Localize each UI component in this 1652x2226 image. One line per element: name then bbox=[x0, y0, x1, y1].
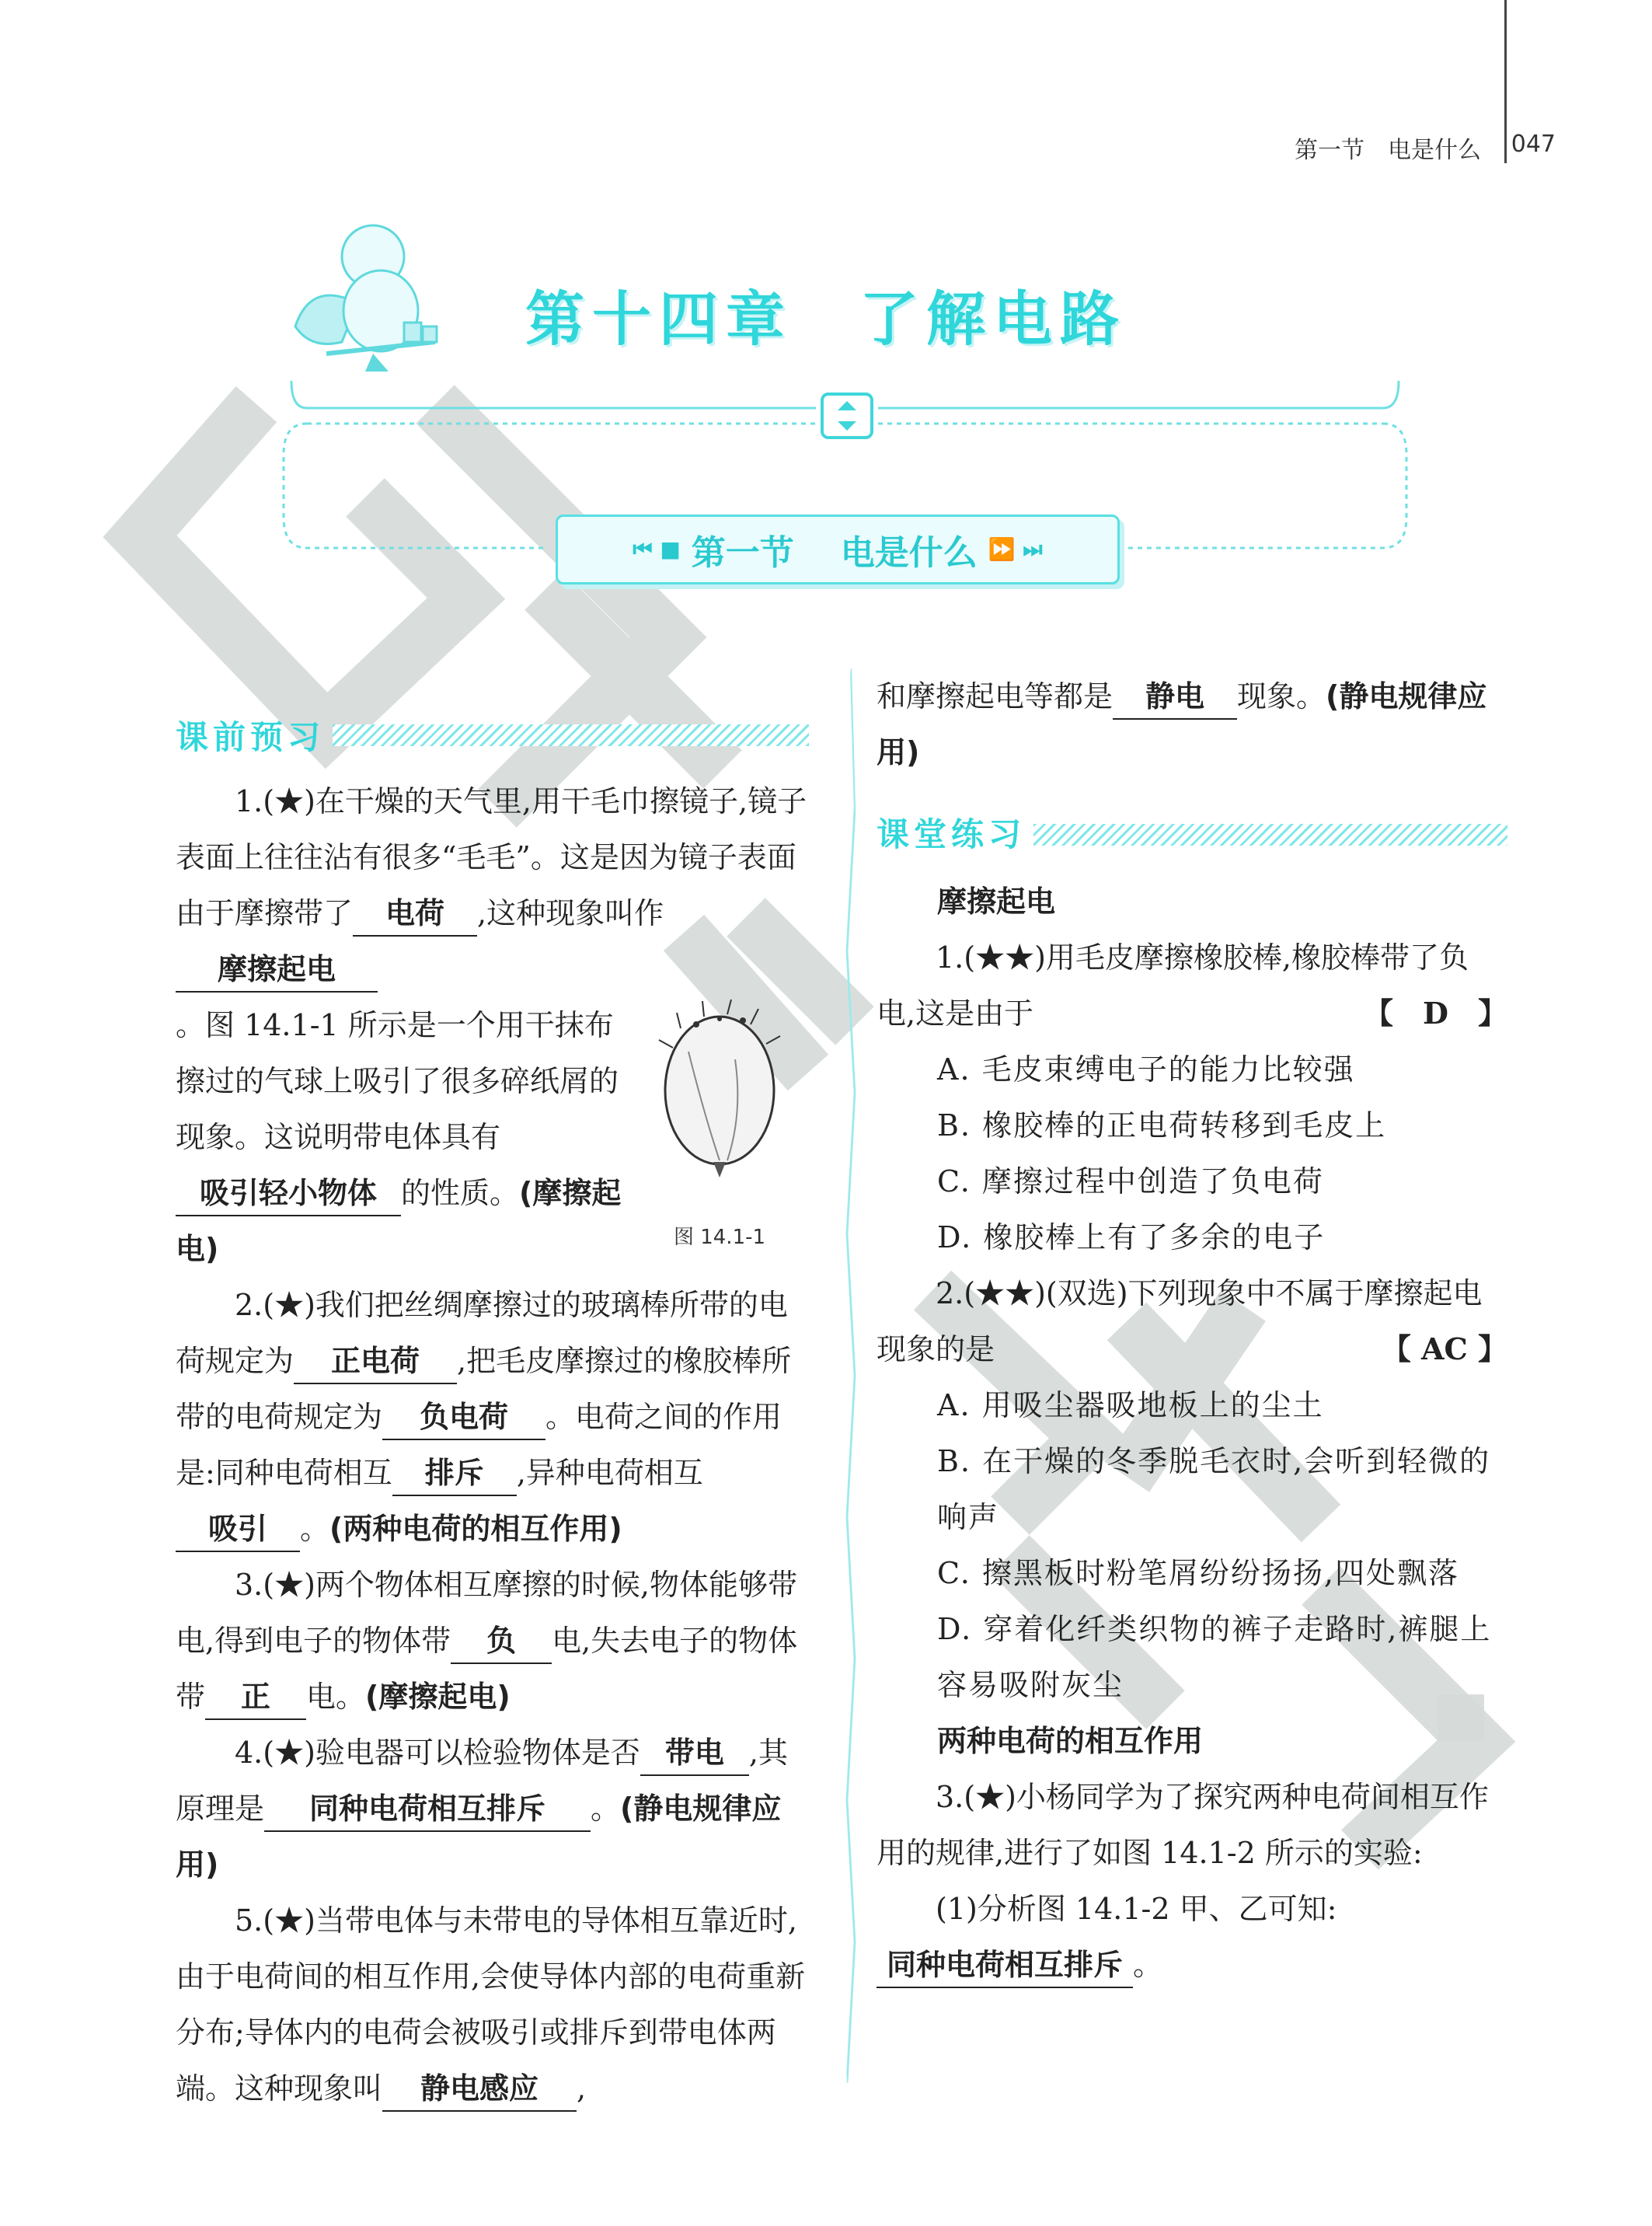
figure-caption: 图 14.1-1 bbox=[673, 1226, 766, 1249]
q3-text-c: 电。 bbox=[306, 1680, 366, 1714]
q5-text-b: , bbox=[577, 2071, 587, 2106]
q5-answer-1: 静电感应 bbox=[382, 2067, 577, 2112]
ex3-part1-text: (1)分析图 14.1-2 甲、乙可知: bbox=[936, 1892, 1337, 1926]
heading-hatch-2 bbox=[1033, 824, 1507, 846]
ex2-stem: 2.(★★)(双选)下列现象中不属于摩擦起电现象的是 bbox=[877, 1276, 1483, 1366]
q5-text-a: 5.(★)当带电体与未带电的导体相互靠近时,由于电荷间的相互作用,会使导体内部的电荷重新分布;导体内的电荷会被吸引或排斥到带电体两端。这种现象叫 bbox=[176, 1903, 806, 2106]
q2-answer-4: 吸引 bbox=[176, 1507, 300, 1552]
q4-answer-2: 同种电荷相互排斥 bbox=[264, 1787, 591, 1832]
rewind-icon: ⏮ ■ bbox=[633, 536, 681, 562]
left-column bbox=[176, 773, 809, 2116]
heading-preview-text: 课前预习 bbox=[176, 718, 326, 756]
heading-practice bbox=[877, 811, 1507, 858]
q5c-text-b: 现象。 bbox=[1237, 679, 1326, 714]
q5c-answer-1: 静电 bbox=[1113, 675, 1237, 720]
q1-text-b: ,这种现象叫作 bbox=[477, 896, 664, 930]
q4-text-a: 4.(★)验电器可以检验物体是否 bbox=[235, 1736, 640, 1770]
q1-text-c: 。图 14.1-1 所示是一个用干抹布擦过的气球上吸引了很多碎纸屑的现象。这说明带电体具有 bbox=[176, 1008, 619, 1154]
q1-answer-3: 吸引轻小物体 bbox=[176, 1171, 401, 1216]
ex2-option-b: B. 在干燥的冬季脱毛衣时,会听到轻微的响声 bbox=[937, 1444, 1491, 1534]
section-number: 第一节 bbox=[691, 533, 794, 573]
ex2-option-a: A. 用吸尘器吸地板上的尘土 bbox=[937, 1388, 1324, 1422]
ex2-answer: 【 AC 】 bbox=[1381, 1331, 1507, 1366]
question-4 bbox=[176, 1725, 809, 1893]
q3-tag: (摩擦起电) bbox=[365, 1680, 511, 1714]
exercise-2 bbox=[877, 1265, 1507, 1377]
q1-tag: (摩擦起电) bbox=[176, 1176, 622, 1266]
exercise-3 bbox=[877, 1769, 1507, 1881]
q2-text-c: 。电荷之间的作用是:同种电荷相互 bbox=[176, 1400, 782, 1490]
q2-answer-3: 排斥 bbox=[392, 1451, 517, 1496]
q4-answer-1: 带电 bbox=[640, 1731, 749, 1776]
q2-answer-2: 负电荷 bbox=[382, 1395, 545, 1440]
balloon-figure bbox=[630, 997, 809, 1249]
ex2-option-c: C. 擦黑板时粉笔屑纷纷扬扬,四处飘落 bbox=[937, 1556, 1459, 1590]
q1-text-d: 的性质。 bbox=[401, 1176, 520, 1210]
chapter-title: 第十四章 了解电路 bbox=[525, 284, 1127, 354]
ex1-option-b: B. 橡胶棒的正电荷转移到毛皮上 bbox=[937, 1108, 1387, 1143]
q5c-tag: (静电规律应用) bbox=[877, 679, 1487, 769]
q2-tag: (两种电荷的相互作用) bbox=[329, 1512, 622, 1546]
q3-answer-1: 负 bbox=[451, 1619, 552, 1664]
question-1 bbox=[176, 773, 809, 1277]
page-number: 047 bbox=[1511, 131, 1556, 158]
q5c-text-a: 和摩擦起电等都是 bbox=[877, 679, 1114, 714]
section-name: 电是什么 bbox=[840, 533, 978, 573]
q3-answer-2: 正 bbox=[205, 1675, 306, 1720]
q1-text-a: 1.(★)在干燥的天气里,用干毛巾擦镜子,镜子表面上往往沾有很多“毛毛”。这是因为镜子表面由于摩擦带了 bbox=[176, 784, 807, 930]
q1-answer-2: 摩擦起电 bbox=[176, 947, 378, 993]
column-divider bbox=[845, 668, 856, 2083]
q3-text-a: 3.(★)两个物体相互摩擦的时候,物体能够带电,得到电子的物体带 bbox=[176, 1568, 797, 1658]
ex1-stem: 1.(★★)用毛皮摩擦橡胶棒,橡胶棒带了负电,这是由于 bbox=[877, 940, 1469, 1031]
ex3-answer-1: 同种电荷相互排斥 bbox=[877, 1943, 1133, 1988]
question-5 bbox=[176, 1893, 809, 2116]
q1-answer-1: 电荷 bbox=[353, 891, 477, 937]
question-2 bbox=[176, 1277, 809, 1557]
exercise-1 bbox=[877, 930, 1507, 1041]
subheading-interaction: 两种电荷的相互作用 bbox=[937, 1724, 1204, 1758]
forward-icon: ⏩ ⏭ bbox=[988, 536, 1043, 562]
heading-preview bbox=[176, 712, 809, 759]
ex3-end: 。 bbox=[1133, 1948, 1163, 1982]
heading-practice-text: 课堂练习 bbox=[877, 815, 1026, 853]
q3-text-b: 电,失去电子的物体带 bbox=[176, 1624, 798, 1714]
ex1-answer: 【 D 】 bbox=[1364, 996, 1507, 1031]
ex3-stem: 3.(★)小杨同学为了探究两种电荷间相互作用的规律,进行了如图 14.1-2 所示的实验: bbox=[877, 1780, 1489, 1870]
question-5-continued bbox=[877, 668, 1507, 780]
right-column bbox=[877, 668, 1507, 1993]
q4-text-c: 。 bbox=[591, 1792, 621, 1826]
ex2-option-d: D. 穿着化纤类织物的裤子走路时,裤腿上容易吸附灰尘 bbox=[937, 1612, 1492, 1702]
running-head: 第一节 电是什么 bbox=[1295, 137, 1481, 164]
subheading-friction: 摩擦起电 bbox=[937, 884, 1056, 919]
heading-hatch bbox=[333, 724, 809, 746]
section-title-box bbox=[556, 515, 1120, 584]
q2-text-e: 。 bbox=[300, 1512, 330, 1546]
q2-answer-1: 正电荷 bbox=[294, 1339, 457, 1384]
q4-text-b: ,其原理是 bbox=[176, 1736, 789, 1826]
q2-text-d: ,异种电荷相互 bbox=[516, 1456, 703, 1490]
ex1-option-c: C. 摩擦过程中创造了负电荷 bbox=[937, 1164, 1324, 1198]
ex1-option-d: D. 橡胶棒上有了多余的电子 bbox=[937, 1220, 1326, 1254]
balloon-image bbox=[642, 997, 797, 1192]
question-3 bbox=[176, 1557, 809, 1725]
exercise-3-part-1 bbox=[877, 1881, 1507, 1993]
ex1-option-a: A. 毛皮束缚电子的能力比较强 bbox=[937, 1052, 1355, 1087]
q4-tag: (静电规律应用) bbox=[176, 1792, 782, 1882]
q2-text-b: ,把毛皮摩擦过的橡胶棒所带的电荷规定为 bbox=[176, 1344, 792, 1434]
q2-text-a: 2.(★)我们把丝绸摩擦过的玻璃棒所带的电荷规定为 bbox=[176, 1288, 788, 1378]
